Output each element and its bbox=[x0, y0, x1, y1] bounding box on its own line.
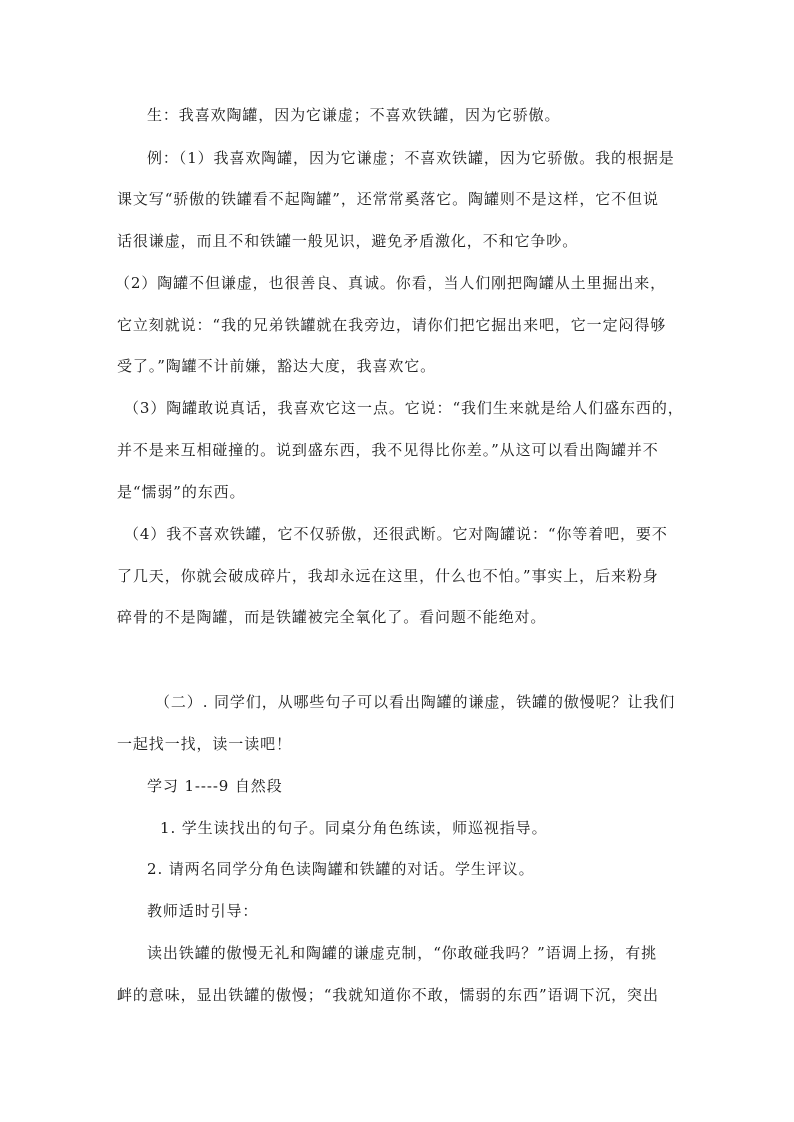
text-line-19: 教师适时引导： bbox=[147, 902, 259, 920]
text-line-16: 学习 1----9 自然段 bbox=[147, 777, 283, 795]
text-line-20: 读出铁罐的傲慢无礼和陶罐的谦虚克制，“你敢碰我吗？”语调上扬，有挑 bbox=[147, 944, 658, 962]
text-line-21: 衅的意味，显出铁罐的傲慢；“我就知道你不敢，懦弱的东西”语调下沉，突出 bbox=[117, 986, 659, 1004]
text-line-15: 一起找一找，读一读吧！ bbox=[117, 735, 292, 753]
text-line-1: 生：我喜欢陶罐，因为它谦虚；不喜欢铁罐，因为它骄傲。 bbox=[147, 106, 561, 124]
text-line-12: 了几天，你就会破成碎片，我却永远在这里，什么也不怕。”事实上，后来粉身 bbox=[117, 567, 659, 585]
text-line-18: 2. 请两名同学分角色读陶罐和铁罐的对话。学生评议。 bbox=[147, 860, 535, 878]
text-line-2: 例：（1）我喜欢陶罐，因为它谦虚；不喜欢铁罐，因为它骄傲。我的根据是 bbox=[147, 149, 675, 167]
text-line-6: 它立刻就说：“我的兄弟铁罐就在我旁边，请你们把它掘出来吧，它一定闷得够 bbox=[117, 316, 667, 334]
text-line-4: 话很谦虚，而且不和铁罐一般见识，避免矛盾激化，不和它争吵。 bbox=[117, 232, 579, 250]
text-line-8: （3）陶罐敢说真话，我喜欢它这一点。它说：“我们生来就是给人们盛东西的， bbox=[124, 399, 684, 417]
text-line-3: 课文写“骄傲的铁罐看不起陶罐”，还常常奚落它。陶罐则不是这样，它不但说 bbox=[117, 190, 659, 208]
text-line-9: 并不是来互相碰撞的。说到盛东西，我不见得比你差。”从这可以看出陶罐并不 bbox=[117, 441, 659, 459]
text-line-14: （二）. 同学们，从哪些句子可以看出陶罐的谦虚，铁罐的傲慢呢？让我们 bbox=[155, 693, 676, 711]
text-line-11: （4）我不喜欢铁罐，它不仅骄傲，还很武断。它对陶罐说：“你等着吧，要不 bbox=[124, 525, 668, 543]
text-line-5: （2）陶罐不但谦虚，也很善良、真诚。你看，当人们刚把陶罐从土里掘出来， bbox=[115, 274, 667, 292]
text-line-10: 是“懦弱”的东西。 bbox=[117, 483, 246, 501]
text-line-7: 受了。”陶罐不计前嫌，豁达大度，我喜欢它。 bbox=[117, 357, 437, 375]
text-line-13: 碎骨的不是陶罐，而是铁罐被完全氧化了。看问题不能绝对。 bbox=[117, 608, 547, 626]
text-line-17: 1. 学生读找出的句子。同桌分角色练读，师巡视指导。 bbox=[160, 819, 548, 837]
